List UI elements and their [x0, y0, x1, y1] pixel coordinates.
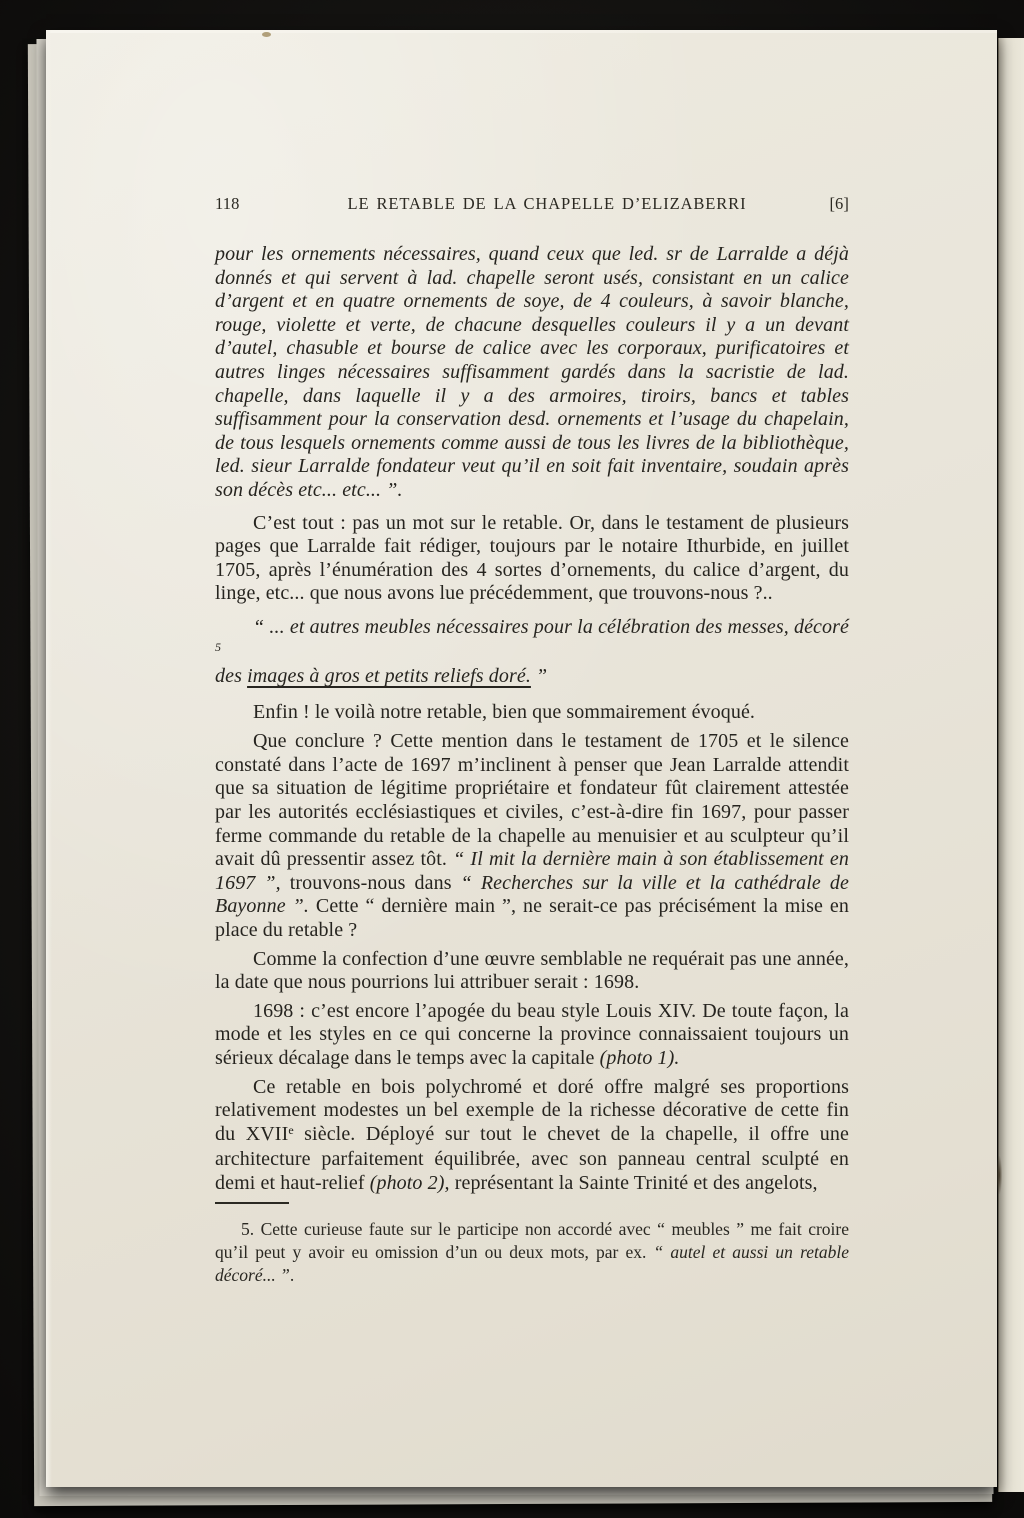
- run-roman: 1698 : c’est encore l’apogée du beau style Louis XIV. De toute façon, la mode et les styles en ce qui concerne la province connaissaient toujours un sérieux décalage dans le temps avec la capitale: [215, 999, 849, 1069]
- ordinal-superscript: e: [288, 1122, 294, 1137]
- text-column: [215, 194, 849, 1196]
- quote-line1: “ ... et autres meubles nécessaires pour la célébration des messes, décoré: [253, 615, 849, 638]
- quote-line2-start: des: [215, 665, 248, 688]
- page-header: [215, 194, 849, 214]
- paragraph-testament-excerpt: pour les ornements nécessaires, quand ceux que led. sr de Larralde a déjà donnés et qui servent à lad. chapelle seront usés, consistant en un calice d’argent et en quatre ornements de soye, de 4 couleurs, à savoir blanche, rouge, violette et verte, de chacune desquelles couleurs il y a un devant d’autel, chasuble et bourse de calice avec les corporaux, purificatoires et autres linges nécessaires suffisamment gardés dans la sacristie de lad. chapelle, dans laquelle il y a des armoires, tiroirs, bancs et tables suffisamment pour la conservation desd. ornements et l’usage du chapelain, de tous lesquels ornements comme aussi de tous les livres de la bibliothèque, led. sieur Larralde fondateur veut qu’il en soit fait inventaire, soudain après son décès etc... etc... ”.: [215, 243, 849, 501]
- paragraph-cest-tout: C’est tout : pas un mot sur le retable. Or, dans le testament de plusieurs pages que Larralde fait rédiger, toujours par le notaire Ithurbide, en juillet 1705, après l’énumération des 4 sortes d’ornements, du calice d’argent, du linge, etc... que nous avons lue précédemment, que trouvons-nous ?..: [215, 511, 849, 605]
- paragraph-que-conclure: [215, 730, 849, 942]
- footnote-rule: [215, 1202, 289, 1204]
- paragraph-comme-la-confection: Comme la confection d’une œuvre semblable ne requérait pas une année, la date que nous pourrions lui attribuer serait : 1698.: [215, 947, 849, 994]
- footnote-block: [215, 1202, 849, 1287]
- run-italic-book-title: “ Recherches sur la ville et la cathédrale de Bayonne ”.: [215, 871, 849, 918]
- run-roman: représentant la Sainte Trinité et des angelots,: [449, 1171, 818, 1194]
- run-roman: siècle. Déployé sur tout le chevet de la chapelle, il offre une architecture parfaitement équilibrée, avec son panneau central sculpté en demi et haut-relief: [215, 1122, 849, 1194]
- scan-artifact-speck: [262, 32, 271, 37]
- running-title: LE RETABLE DE LA CHAPELLE D’ELIZABERRI: [347, 194, 747, 213]
- next-page-edge: [998, 38, 1024, 1492]
- run-roman: Cette “ dernière main ”, ne serait-ce pas précisément la mise en place du retable ?: [215, 895, 849, 942]
- quote-closing: ”: [530, 665, 548, 688]
- footnote-reference-5: 5: [215, 639, 221, 654]
- run-roman: Que conclure ? Cette mention dans le testament de 1705 et le silence constaté dans l’acte de 1697 m’inclinent à penser que Jean Larralde attendit que sa situation de légitime propriétaire et fondateur fût clairement attestée par les autorités ecclésiastiques et civiles, c’est-à-dire fin 1697, pour passer ferme commande du retable de la chapelle au menuisier et au sculpteur qu’il avait dû pressentir assez tôt.: [215, 730, 849, 871]
- book-page: [46, 30, 997, 1487]
- blockquote-testament-1705: [215, 616, 849, 689]
- photo-2-reference: (photo 2),: [369, 1171, 450, 1194]
- quote-underlined-phrase: images à gros et petits reliefs doré.: [247, 665, 531, 688]
- run-roman: Ce retable en bois polychromé et doré offre malgré ses proportions relativement modestes un bel exemple de la richesse décorative de cette fin du XVII: [215, 1075, 849, 1145]
- paragraph-1698: [215, 1000, 849, 1071]
- section-mark: [6]: [829, 194, 849, 213]
- footnote-text: 5. Cette curieuse faute sur le participe non accordé avec “ meubles ” me fait croire qu’il peut y avoir eu omission d’un ou deux mots, par ex.: [215, 1219, 849, 1262]
- footnote-italic-example: “ autel et aussi un retable décoré... ”: [215, 1242, 849, 1285]
- run-italic-citation: “ Il mit la dernière main à son établissement en 1697 ”,: [215, 848, 849, 894]
- run-roman: trouvons-nous dans: [289, 871, 461, 894]
- photo-1-reference: (photo 1).: [599, 1047, 680, 1069]
- footnote-period: .: [289, 1265, 295, 1285]
- footnote-5: [215, 1218, 849, 1287]
- page-number: 118: [215, 194, 240, 213]
- paragraph-enfin: Enfin ! le voilà notre retable, bien que sommairement évoqué.: [253, 700, 756, 723]
- paragraph-ce-retable: [215, 1076, 849, 1196]
